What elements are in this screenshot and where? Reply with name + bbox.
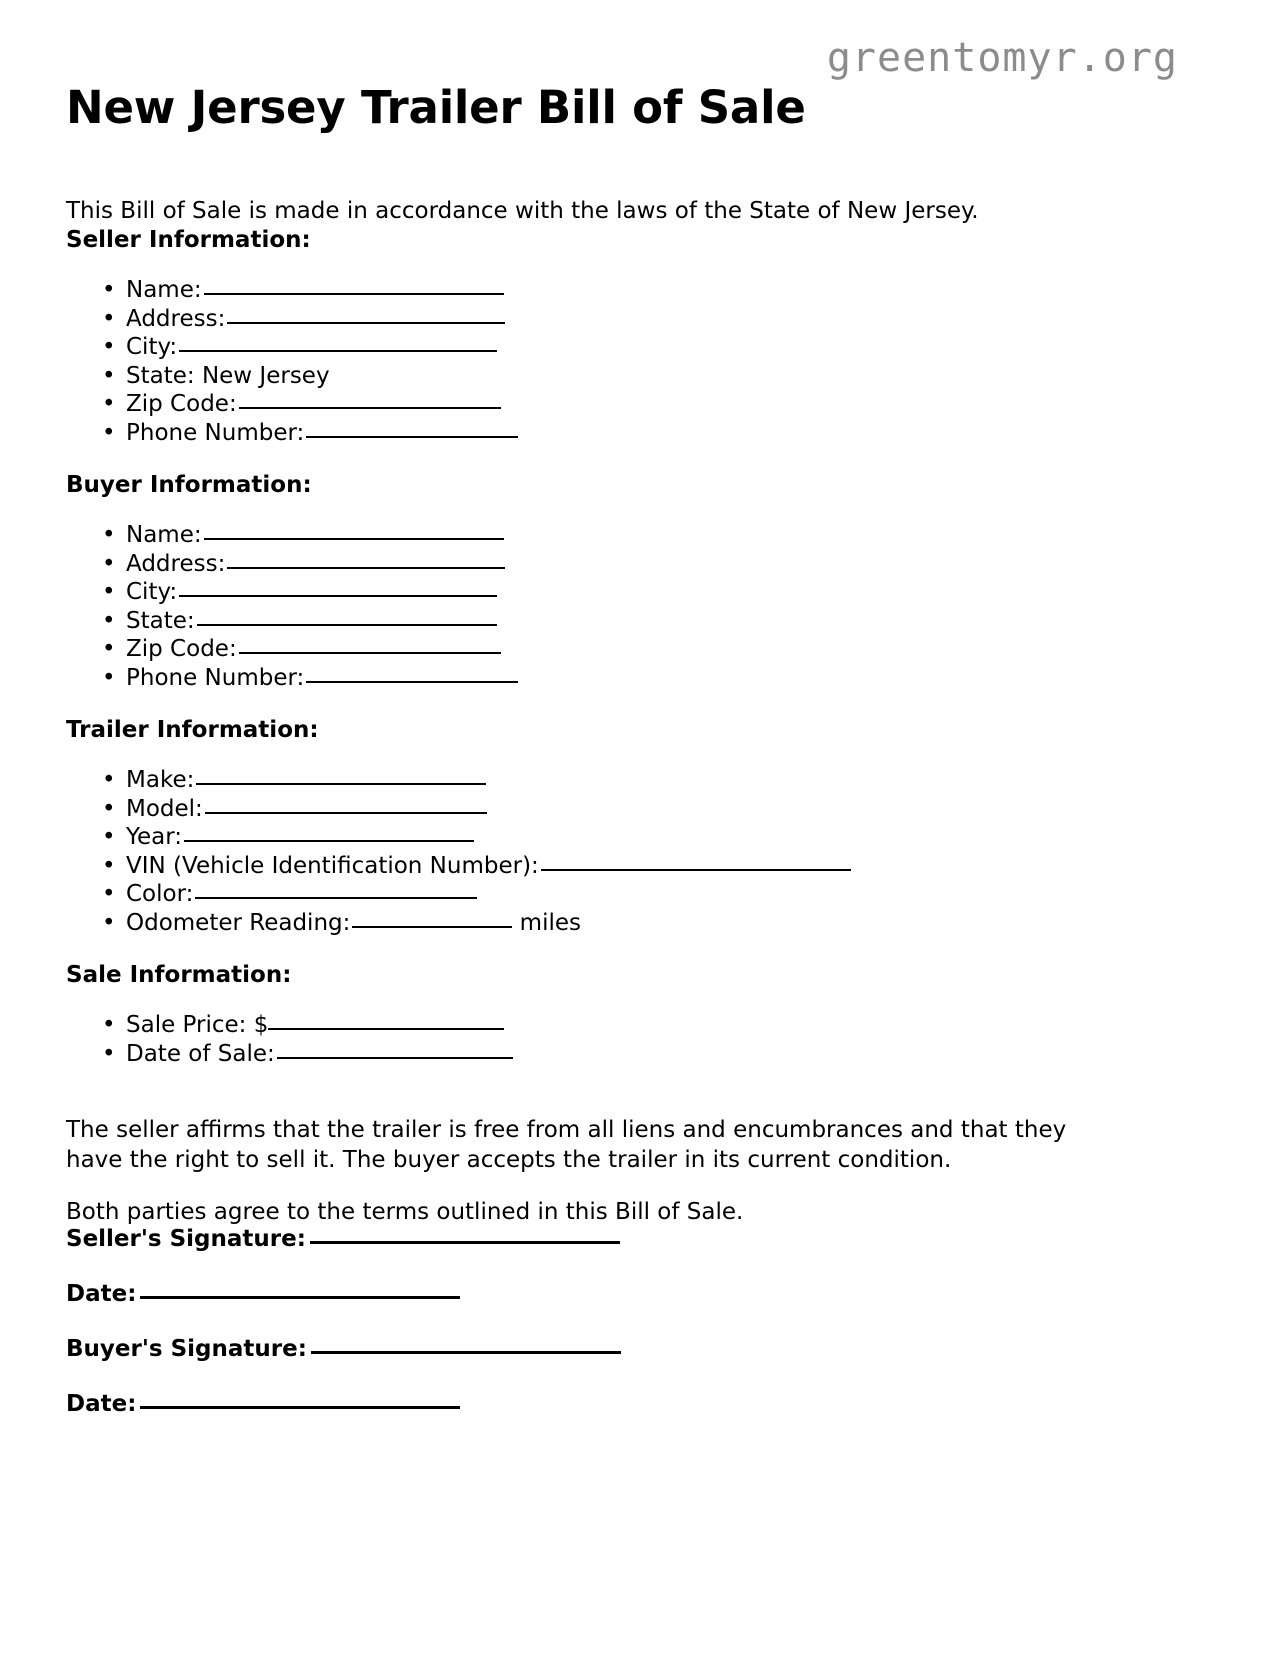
field-blank-rule[interactable] xyxy=(184,840,474,842)
intro-paragraph: This Bill of Sale is made in accordance with the laws of the State of New Jersey. xyxy=(66,198,979,224)
seller-date-row[interactable] xyxy=(66,1280,621,1310)
signature-block xyxy=(66,1225,621,1420)
field-label: State: xyxy=(126,362,195,389)
field-suffix: miles xyxy=(512,910,582,937)
field-row[interactable] xyxy=(126,578,518,607)
field-label: Make: xyxy=(126,766,195,793)
field-label: Address: xyxy=(126,550,226,577)
buyer-date-row[interactable] xyxy=(66,1390,621,1420)
field-row[interactable] xyxy=(126,795,851,824)
seller-signature-label: Seller's Signature: xyxy=(66,1226,306,1252)
field-row[interactable] xyxy=(126,550,518,579)
field-value: New Jersey xyxy=(194,362,330,389)
field-row[interactable] xyxy=(126,419,518,448)
field-label: Year: xyxy=(126,824,183,851)
seller-section xyxy=(66,226,518,448)
field-label: Model: xyxy=(126,795,203,822)
buyer-section-heading: Buyer Information: xyxy=(66,472,312,498)
buyer-section xyxy=(66,471,518,693)
field-label: Name: xyxy=(126,276,202,303)
field-label: Name: xyxy=(126,521,202,548)
field-row[interactable] xyxy=(126,766,851,795)
field-blank-rule[interactable] xyxy=(204,538,504,540)
field-row[interactable] xyxy=(126,852,851,881)
field-row[interactable] xyxy=(126,390,518,419)
field-row[interactable] xyxy=(126,1040,513,1069)
buyer-date-rule[interactable] xyxy=(140,1406,460,1409)
field-label: Zip Code: xyxy=(126,391,237,418)
field-label: Color: xyxy=(126,881,194,908)
field-label: Phone Number: xyxy=(126,665,305,692)
field-blank-rule[interactable] xyxy=(195,897,477,899)
field-blank-rule[interactable] xyxy=(268,1028,504,1030)
seller-signature-row[interactable] xyxy=(66,1225,621,1255)
field-blank-rule[interactable] xyxy=(239,407,501,409)
field-blank-rule[interactable] xyxy=(197,624,497,626)
field-blank-rule[interactable] xyxy=(179,350,497,352)
field-label: Sale Price: $ xyxy=(126,1011,269,1038)
field-blank-rule[interactable] xyxy=(541,869,851,871)
field-row[interactable] xyxy=(126,305,518,334)
field-row[interactable] xyxy=(126,362,518,391)
field-blank-rule[interactable] xyxy=(239,652,501,654)
trailer-section-heading: Trailer Information: xyxy=(66,717,319,743)
field-blank-rule[interactable] xyxy=(306,681,518,683)
page-title: New Jersey Trailer Bill of Sale xyxy=(66,81,806,134)
field-row[interactable] xyxy=(126,1011,513,1040)
field-blank-rule[interactable] xyxy=(352,926,512,928)
sale-section xyxy=(66,961,513,1068)
field-row[interactable] xyxy=(126,664,518,693)
trailer-field-list xyxy=(66,766,851,938)
seller-signature-rule[interactable] xyxy=(310,1241,620,1244)
field-row[interactable] xyxy=(126,635,518,664)
buyer-signature-rule[interactable] xyxy=(311,1351,621,1354)
field-row[interactable] xyxy=(126,607,518,636)
buyer-signature-label: Buyer's Signature: xyxy=(66,1335,307,1362)
field-row[interactable] xyxy=(126,909,851,938)
seller-field-list xyxy=(66,276,518,448)
field-blank-rule[interactable] xyxy=(277,1057,513,1059)
field-row[interactable] xyxy=(126,880,851,909)
field-blank-rule[interactable] xyxy=(205,812,487,814)
seller-date-rule[interactable] xyxy=(140,1296,460,1299)
buyer-signature-row[interactable] xyxy=(66,1335,621,1365)
field-label: City: xyxy=(126,579,178,606)
field-label: Zip Code: xyxy=(126,636,237,663)
field-label: Address: xyxy=(126,305,226,332)
site-watermark: greentomyr.org xyxy=(826,35,1178,81)
field-row[interactable] xyxy=(126,823,851,852)
field-blank-rule[interactable] xyxy=(227,567,505,569)
seller-date-label: Date: xyxy=(66,1280,137,1307)
field-label: VIN (Vehicle Identification Number): xyxy=(126,852,539,879)
field-label: Phone Number: xyxy=(126,420,305,447)
sale-section-heading: Sale Information: xyxy=(66,962,292,988)
trailer-section xyxy=(66,716,851,938)
field-label: State: xyxy=(126,607,195,634)
field-blank-rule[interactable] xyxy=(179,595,497,597)
buyer-date-label: Date: xyxy=(66,1390,137,1417)
field-blank-rule[interactable] xyxy=(196,783,486,785)
field-row[interactable] xyxy=(126,521,518,550)
buyer-field-list xyxy=(66,521,518,693)
field-blank-rule[interactable] xyxy=(204,293,504,295)
field-label: Odometer Reading: xyxy=(126,910,351,937)
field-label: Date of Sale: xyxy=(126,1040,275,1067)
field-blank-rule[interactable] xyxy=(227,322,505,324)
field-blank-rule[interactable] xyxy=(306,436,518,438)
seller-section-heading: Seller Information: xyxy=(66,227,311,253)
agreement-paragraph: Both parties agree to the terms outlined in this Bill of Sale. xyxy=(66,1199,744,1225)
field-row[interactable] xyxy=(126,333,518,362)
field-label: City: xyxy=(126,334,178,361)
affirmation-paragraph: The seller affirms that the trailer is free from all liens and encumbrances and that they have the right to sell it. The buyer accepts the trailer in its current condition. xyxy=(66,1117,1067,1174)
sale-field-list xyxy=(66,1011,513,1068)
field-row[interactable] xyxy=(126,276,518,305)
